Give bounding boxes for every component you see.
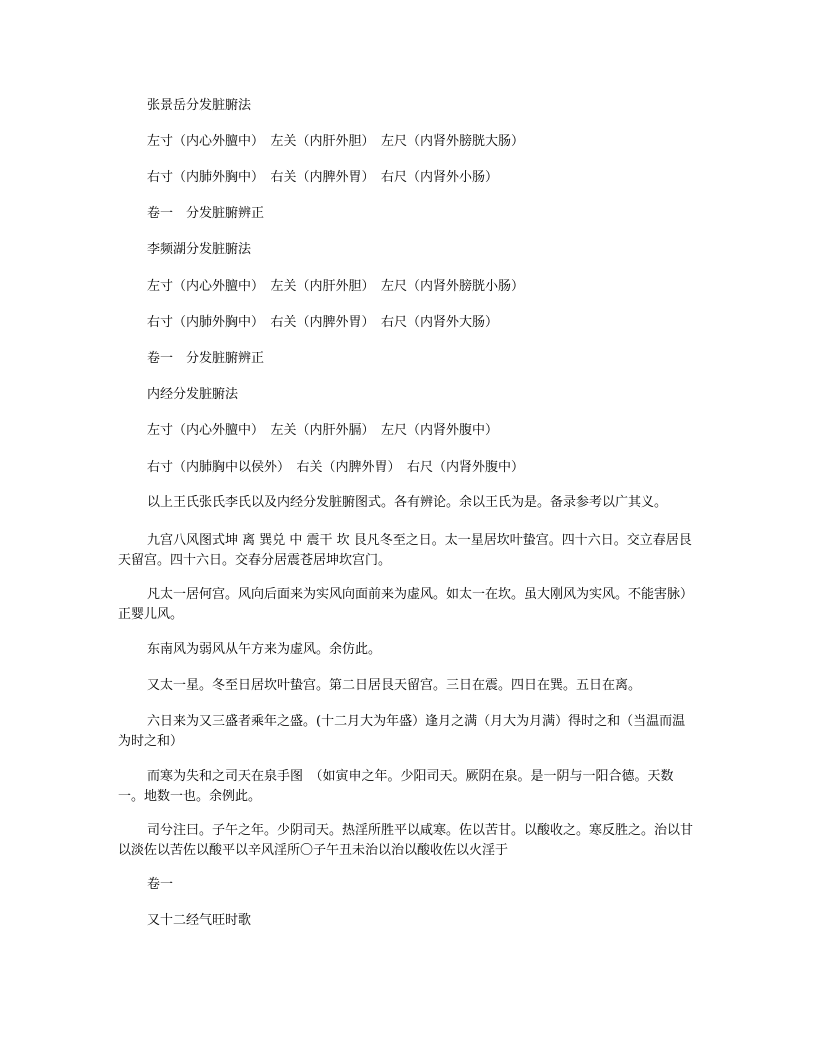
heading-li-pinhu: 李频湖分发脏腑法 bbox=[147, 242, 252, 257]
paragraph: 以上王氏张氏李氏以及内经分发脏腑图式。各有辨论。余以王氏为是。备录参考以广其义。 bbox=[147, 495, 668, 510]
section-label: 卷一 分发脏腑辨正 bbox=[147, 351, 265, 366]
paragraph: 东南风为弱风从午方来为虚风。余仿此。 bbox=[147, 642, 382, 657]
paragraph: 司兮注曰。子午之年。少阴司天。热淫所胜平以咸寒。佐以苦甘。以酸收之。寒反胜之。治以甘以淡佐以苦佐以酸平以辛风淫所〇子午丑未治以治以酸收佐以火淫于 bbox=[118, 823, 694, 858]
paragraph: 九宫八风图式坤 离 巽兑 中 震干 坎 艮凡冬至之日。太一星居坎叶蛰宫。四十六日。交立春居艮天留宫。四十六日。交春分居震苍居坤坎宫门。 bbox=[118, 533, 692, 568]
text-line: 左寸（内心外膻中） 左关（内肝外膈） 左尺（内肾外腹中） bbox=[147, 423, 499, 438]
text-line: 右寸（内肺外胸中） 右关（内脾外胃） 右尺（内肾外小肠） bbox=[147, 170, 499, 185]
heading-twelve-meridians: 又十二经气旺时歌 bbox=[147, 913, 252, 928]
text-line: 右寸（内肺外胸中） 右关（内脾外胃） 右尺（内肾外大肠） bbox=[147, 315, 499, 330]
paragraph: 六日来为又三盛者乘年之盛。(十二月大为年盛）逢月之满（月大为月满）得时之和（当温而温为时之和） bbox=[118, 714, 686, 749]
section-label: 卷一 bbox=[147, 877, 174, 892]
paragraph: 凡太一居何宫。风向后面来为实风向面前来为虚风。如太一在坎。虽大刚风为实风。不能害脉）正婴儿风。 bbox=[118, 587, 694, 622]
paragraph: 又太一星。冬至日居坎叶蛰宫。第二日居艮天留宫。三日在震。四日在巽。五日在离。 bbox=[147, 678, 642, 693]
paragraph: 而寒为失和之司天在泉手图 （如寅申之年。少阳司天。厥阴在泉。是一阴与一阳合德。天数一。地数一也。余例此。 bbox=[118, 769, 674, 804]
section-label: 卷一 分发脏腑辨正 bbox=[147, 206, 265, 221]
text-line: 左寸（内心外膻中） 左关（内肝外胆） 左尺（内肾外膀胱小肠） bbox=[147, 279, 525, 294]
text-line: 左寸（内心外膻中） 左关（内肝外胆） 左尺（内肾外膀胱大肠） bbox=[147, 134, 525, 149]
heading-neijing: 内经分发脏腑法 bbox=[147, 387, 239, 402]
heading-zhang-jingyue: 张景岳分发脏腑法 bbox=[147, 98, 252, 113]
text-line: 右寸（内肺胸中以侯外） 右关（内脾外胃） 右尺（内肾外腹中） bbox=[147, 460, 525, 475]
